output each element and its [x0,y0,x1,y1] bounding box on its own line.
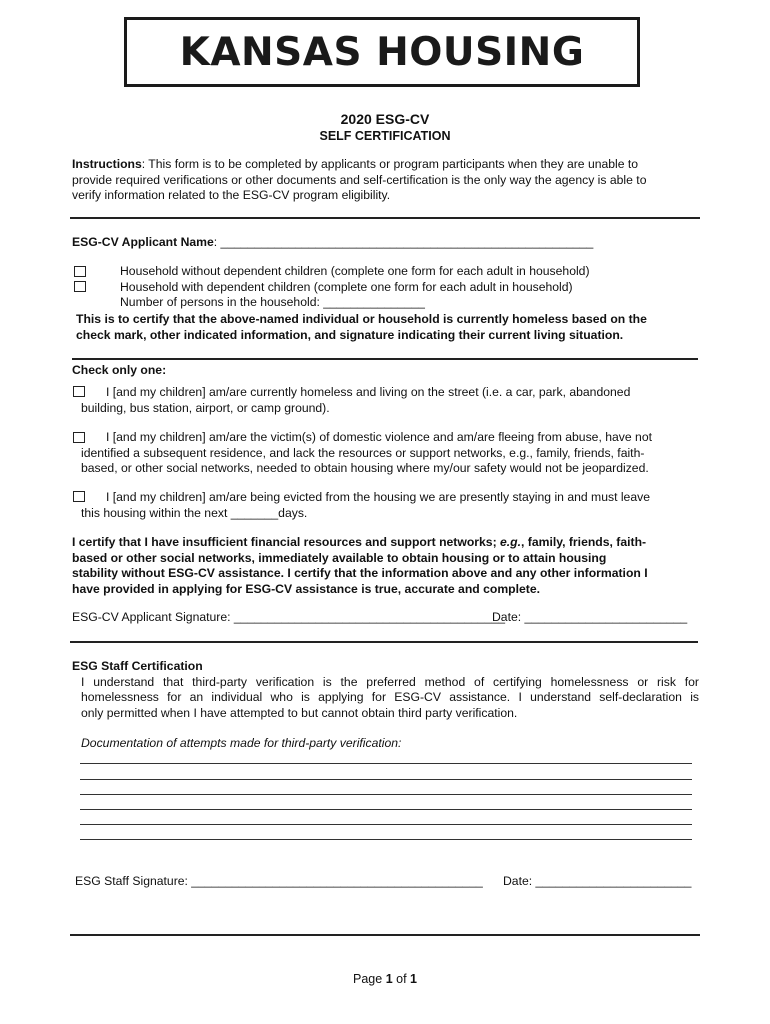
homeless-street-text-1: I [and my children] am/are currently homeless and living on the street (i.e. a car, park, abandoned [106,385,631,399]
instructions [72,157,646,204]
documentation-line-2[interactable] [80,779,692,780]
staff-signature-field[interactable]: ESG Staff Signature: ___________________________________________ [75,874,483,888]
applicant-name-field[interactable]: : _______________________________________________________ [213,235,594,249]
certify-line-1: This is to certify that the above-named individual or household is currently homeless based on the [76,312,647,326]
staff-line-3: only permitted when I have attempted to but cannot obtain third party verification. [81,706,518,720]
resources-eg: e.g. [500,535,522,549]
evicted-text-2: this housing within the next _______days. [81,506,308,520]
section-divider [70,217,700,219]
page-current: 1 [385,972,393,986]
household-without-children-checkbox[interactable] [74,266,86,277]
resources-line-3: stability without ESG-CV assistance. I certify that the information above and any other information I [72,566,648,580]
resources-line-4: have provided in applying for ESG-CV assistance is true, accurate and complete. [72,581,541,596]
domestic-violence-text-1: I [and my children] am/are the victim(s) of domestic violence and am/are fleeing from abuse, have not [106,430,652,444]
staff-line-1: I understand that third-party verification is the preferred method of certifying homelessness or risk for [81,675,699,689]
instructions-line-1: : This form is to be completed by applicants or program participants when they are unable to [141,157,639,171]
of-word: of [396,972,407,986]
resources-line-1b: , family, friends, faith- [521,535,647,549]
instructions-line-2: provide required verifications or other documents and self-certification is the only way the agency is able to [72,172,647,187]
documentation-line-4[interactable] [80,809,692,810]
applicant-name-row [72,235,593,251]
domestic-violence-text-2: identified a subsequent residence, and lack the resources or support networks, e.g., family, friends, faith- [81,446,645,460]
section-divider [70,641,698,643]
form-title: 2020 ESG-CV [340,111,430,127]
resources-line-1a: I certify that I have insufficient financial resources and support networks; [72,535,501,549]
staff-date-field[interactable]: Date: _______________________ [503,874,692,888]
logo-text: KANSAS HOUSING [179,29,585,75]
staff-line-2: homelessness for an individual who is applying for ESG-CV assistance. I understand self-declaration is [81,690,699,704]
documentation-line-5[interactable] [80,824,692,825]
instructions-line-3: verify information related to the ESG-CV program eligibility. [72,188,391,202]
resources-line-2: based or other social networks, immediately available to obtain housing or to attain housing [72,550,607,565]
household-options [120,264,590,311]
form-subtitle: SELF CERTIFICATION [319,129,451,143]
check-only-one-label: Check only one: [72,363,167,377]
documentation-line-6[interactable] [80,839,692,840]
applicant-name-label: ESG-CV Applicant Name [72,235,214,249]
instructions-label: Instructions [72,157,142,171]
domestic-violence-text-3: based, or other social networks, needed to obtain housing where my/our safety would not be jeopardized. [81,461,649,475]
kansas-housing-logo [124,17,640,87]
page-total: 1 [410,972,417,986]
documentation-label: Documentation of attempts made for third-party verification: [81,736,402,750]
section-divider [70,934,700,936]
homeless-street-text-2: building, bus station, airport, or camp ground). [81,401,330,415]
evicted-checkbox[interactable] [73,491,85,502]
domestic-violence-checkbox[interactable] [73,432,85,443]
documentation-line-3[interactable] [80,794,692,795]
resources-certification [72,535,648,597]
household-option-1: Household without dependent children (complete one form for each adult in household) [120,264,590,278]
homeless-street-checkbox[interactable] [73,386,85,397]
evicted-text-1: I [and my children] am/are being evicted from the housing we are presently staying in and must leave [106,490,650,504]
certify-line-2: check mark, other indicated information, and signature indicating their current living situation. [76,327,624,342]
staff-certification-heading: ESG Staff Certification [72,659,203,673]
persons-in-household-field[interactable]: Number of persons in the household: _______________ [120,295,425,309]
applicant-signature-field[interactable]: ESG-CV Applicant Signature: ________________________________________ [72,610,506,624]
household-with-children-checkbox[interactable] [74,281,86,292]
page-number [0,972,770,986]
documentation-line-1[interactable] [80,763,692,764]
section-divider [72,358,698,360]
certify-statement [76,312,647,343]
applicant-date-field[interactable]: Date: ________________________ [492,610,688,624]
page-word: Page [353,972,383,986]
household-option-2: Household with dependent children (complete one form for each adult in household) [120,279,573,294]
